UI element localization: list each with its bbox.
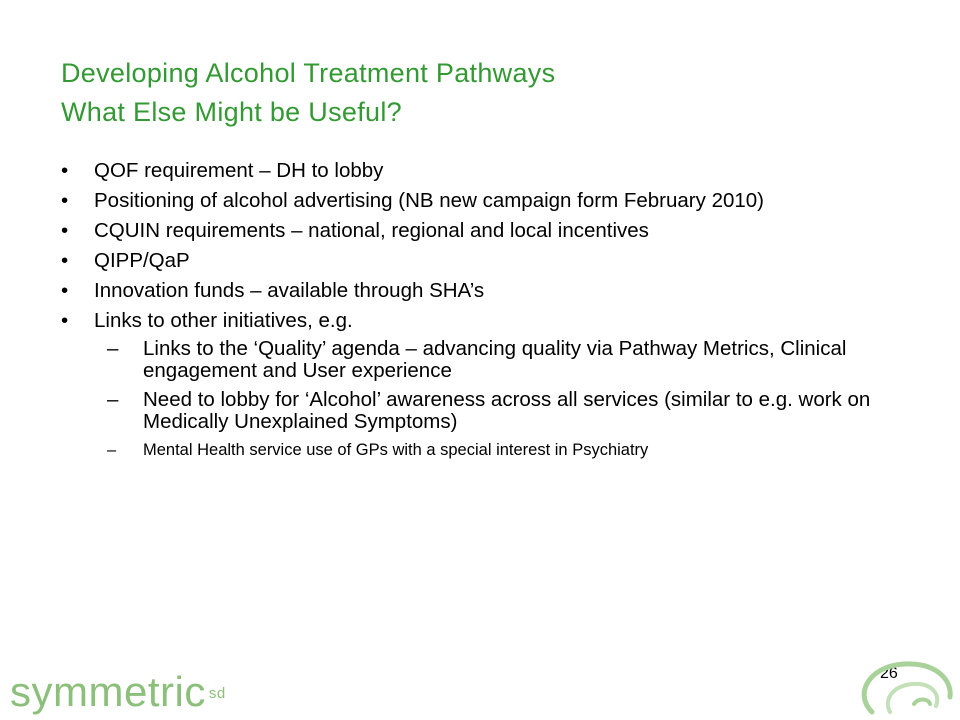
bullet-item: [61, 280, 911, 302]
sub-bullet-text: Links to the ‘Quality’ agenda – advancing quality via Pathway Metrics, Clinical engagement and User experience: [143, 337, 847, 382]
bullet-text: Positioning of alcohol advertising (NB new campaign form February 2010): [94, 189, 765, 212]
bullet-text: CQUIN requirements – national, regional and local incentives: [94, 219, 649, 242]
bullet-glyph: •: [61, 159, 69, 182]
bullet-glyph: •: [61, 309, 69, 332]
bullet-item: [61, 220, 911, 242]
bullet-item: [61, 190, 911, 212]
swirl-logo-icon: [852, 652, 960, 720]
sub-bullet-text: Mental Health service use of GPs with a special interest in Psychiatry: [143, 441, 649, 459]
page-number: 26: [880, 665, 898, 682]
slide-title-line-2: What Else Might be Useful?: [61, 97, 402, 127]
dash-glyph: –: [107, 337, 119, 360]
bullet-list: [61, 160, 911, 468]
bullet-text: QOF requirement – DH to lobby: [94, 159, 384, 182]
logo-superscript: sd: [208, 685, 226, 702]
sub-bullet-item: [94, 440, 911, 460]
bullet-item: [61, 250, 911, 272]
bullet-text: QIPP/QaP: [94, 249, 190, 272]
bullet-glyph: •: [61, 189, 69, 212]
bullet-item: [61, 310, 911, 460]
dash-glyph: –: [107, 388, 119, 411]
bullet-glyph: •: [61, 249, 69, 272]
sub-bullet-item: [94, 389, 911, 433]
slide-title-line-1: Developing Alcohol Treatment Pathways: [61, 58, 556, 88]
bullet-glyph: •: [61, 219, 69, 242]
bullet-text: Innovation funds – available through SHA’s: [94, 279, 485, 302]
bullet-text: Links to other initiatives, e.g.: [94, 309, 353, 332]
symmetric-logo: [10, 668, 226, 716]
sub-bullet-text: Need to lobby for ‘Alcohol’ awareness across all services (similar to e.g. work on Medically Unexplained Symptoms): [143, 388, 871, 433]
logo-text: symmetric: [10, 668, 206, 715]
bullet-glyph: •: [61, 279, 69, 302]
sub-bullet-list: [94, 338, 911, 460]
slide-title: [61, 54, 555, 132]
sub-bullet-item: [94, 338, 911, 382]
bullet-item: [61, 160, 911, 182]
dash-glyph: –: [107, 441, 117, 459]
